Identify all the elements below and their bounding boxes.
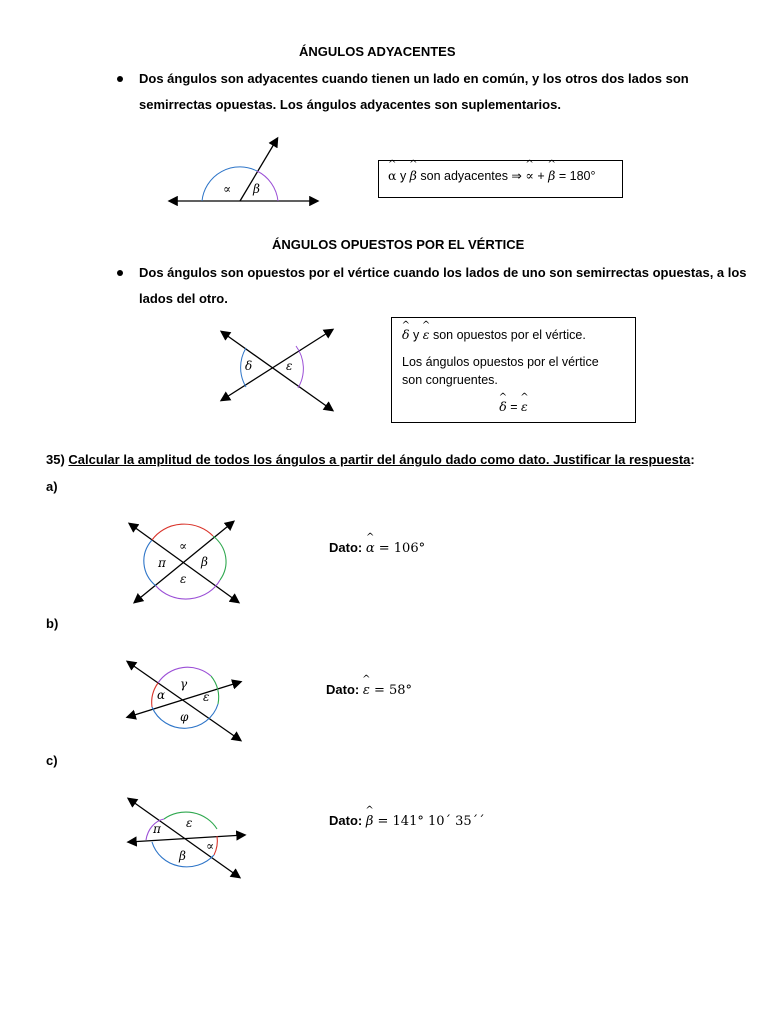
eq-epsilon: ^ ε xyxy=(521,398,528,416)
item-a-arc-left xyxy=(144,540,156,586)
section-title-opuestos: ÁNGULOS OPUESTOS POR EL VÉRTICE xyxy=(272,237,525,252)
item-a-pi-label: π xyxy=(158,556,166,570)
bullet-dot xyxy=(117,76,123,82)
item-a-line-1 xyxy=(130,524,238,602)
item-c-diagram xyxy=(124,793,249,883)
box-line-1-rest: son opuestos por el vértice. xyxy=(432,328,586,342)
beta-label: β xyxy=(253,182,260,196)
dato-symbol: ^ ε xyxy=(363,683,370,698)
item-a-alpha-label: ∝ xyxy=(179,539,188,553)
item-a-dato xyxy=(329,540,425,556)
item-b-diagram xyxy=(123,656,248,741)
item-b-gamma-label: γ xyxy=(180,677,188,691)
item-c-label: c) xyxy=(46,753,58,768)
item-b-dato xyxy=(326,682,412,698)
alpha-hat-2: ^ ∝ xyxy=(525,168,533,183)
item-a-arc-right xyxy=(213,536,226,580)
definition-line-1: Dos ángulos son opuestos por el vértice cuando los lados de uno son semirrectas opuestas, a los xyxy=(139,265,747,280)
item-a-label: a) xyxy=(46,479,58,494)
item-b-alpha-label: α xyxy=(157,688,166,702)
definition-line-2: lados del otro. xyxy=(139,291,228,306)
section-title-adyacentes: ÁNGULOS ADYACENTES xyxy=(299,44,456,59)
vertical-angles-diagram xyxy=(214,326,344,416)
item-b-epsilon-label: ε xyxy=(203,690,210,704)
item-c-dato xyxy=(329,813,485,829)
definition-line-2: semirrectas opuestas. Los ángulos adyacentes son suplementarios. xyxy=(139,97,561,112)
item-a-diagram xyxy=(125,518,245,608)
beta-hat-2: ^ β xyxy=(548,168,555,183)
adjacent-formula-box xyxy=(378,160,623,198)
dato-value: = 141° 10´ 35´´ xyxy=(377,814,485,829)
box-equation xyxy=(402,398,625,416)
formula-end: = 180° xyxy=(558,169,596,183)
item-a-arc-top xyxy=(152,524,213,540)
eq-delta: ^ δ xyxy=(499,398,507,416)
dato-label: Dato: xyxy=(326,682,360,697)
definition-line-1: Dos ángulos son adyacentes cuando tienen un lado en común, y los otros dos lados son xyxy=(139,71,689,86)
bullet-dot-2 xyxy=(117,270,123,276)
item-c-alpha-label: ∝ xyxy=(206,839,215,853)
line-2 xyxy=(222,330,332,400)
alpha-label: ∝ xyxy=(223,182,232,196)
item-a-beta-label: β xyxy=(201,555,208,569)
dato-value: = 106° xyxy=(378,541,426,556)
item-a-epsilon-label: ε xyxy=(180,572,187,586)
epsilon-hat: ^ ε xyxy=(423,326,430,344)
exercise-number: 35) xyxy=(46,452,65,467)
exercise-statement xyxy=(46,452,695,467)
epsilon-label: ε xyxy=(286,359,293,373)
definition-opuestos xyxy=(139,260,749,312)
dato-label: Dato: xyxy=(329,540,363,555)
item-c-beta-label: β xyxy=(179,849,186,863)
box-line-3: son congruentes. xyxy=(402,373,498,387)
alpha-hat: ^ α xyxy=(388,168,396,183)
item-b-phi-label: φ xyxy=(180,710,189,724)
item-c-pi-label: π xyxy=(153,822,161,836)
line-1 xyxy=(222,332,332,410)
adjacent-angles-diagram xyxy=(165,135,325,215)
exercise-colon: : xyxy=(690,452,695,467)
dato-value: = 58° xyxy=(373,683,413,698)
dato-symbol: ^ α xyxy=(366,541,375,556)
box-line-1 xyxy=(402,326,625,344)
delta-label: δ xyxy=(245,359,253,373)
beta-arc xyxy=(257,171,278,201)
item-c-arc-right xyxy=(214,836,217,855)
box-line-2: Los ángulos opuestos por el vértice xyxy=(402,355,599,369)
item-c-epsilon-label: ε xyxy=(186,816,193,830)
formula-plus: + xyxy=(537,169,545,183)
dato-symbol: ^ β xyxy=(366,814,374,829)
definition-adyacentes xyxy=(139,66,739,118)
item-c-line-1 xyxy=(129,799,239,877)
delta-hat: ^ δ xyxy=(402,326,410,344)
exercise-prompt: Calcular la amplitud de todos los ángulos a partir del ángulo dado como dato. Justificar la respuesta xyxy=(68,452,691,467)
eq-sign: = xyxy=(510,400,518,414)
formula-mid: son adyacentes ⇒ xyxy=(420,169,522,183)
dato-label: Dato: xyxy=(329,813,363,828)
item-b-label: b) xyxy=(46,616,59,631)
formula-y: y xyxy=(399,169,407,183)
adjacent-formula xyxy=(379,161,622,190)
box-y: y xyxy=(413,328,420,342)
beta-hat: ^ β xyxy=(410,168,417,183)
vertical-angles-box xyxy=(391,317,636,423)
item-a-line-2 xyxy=(135,522,233,602)
